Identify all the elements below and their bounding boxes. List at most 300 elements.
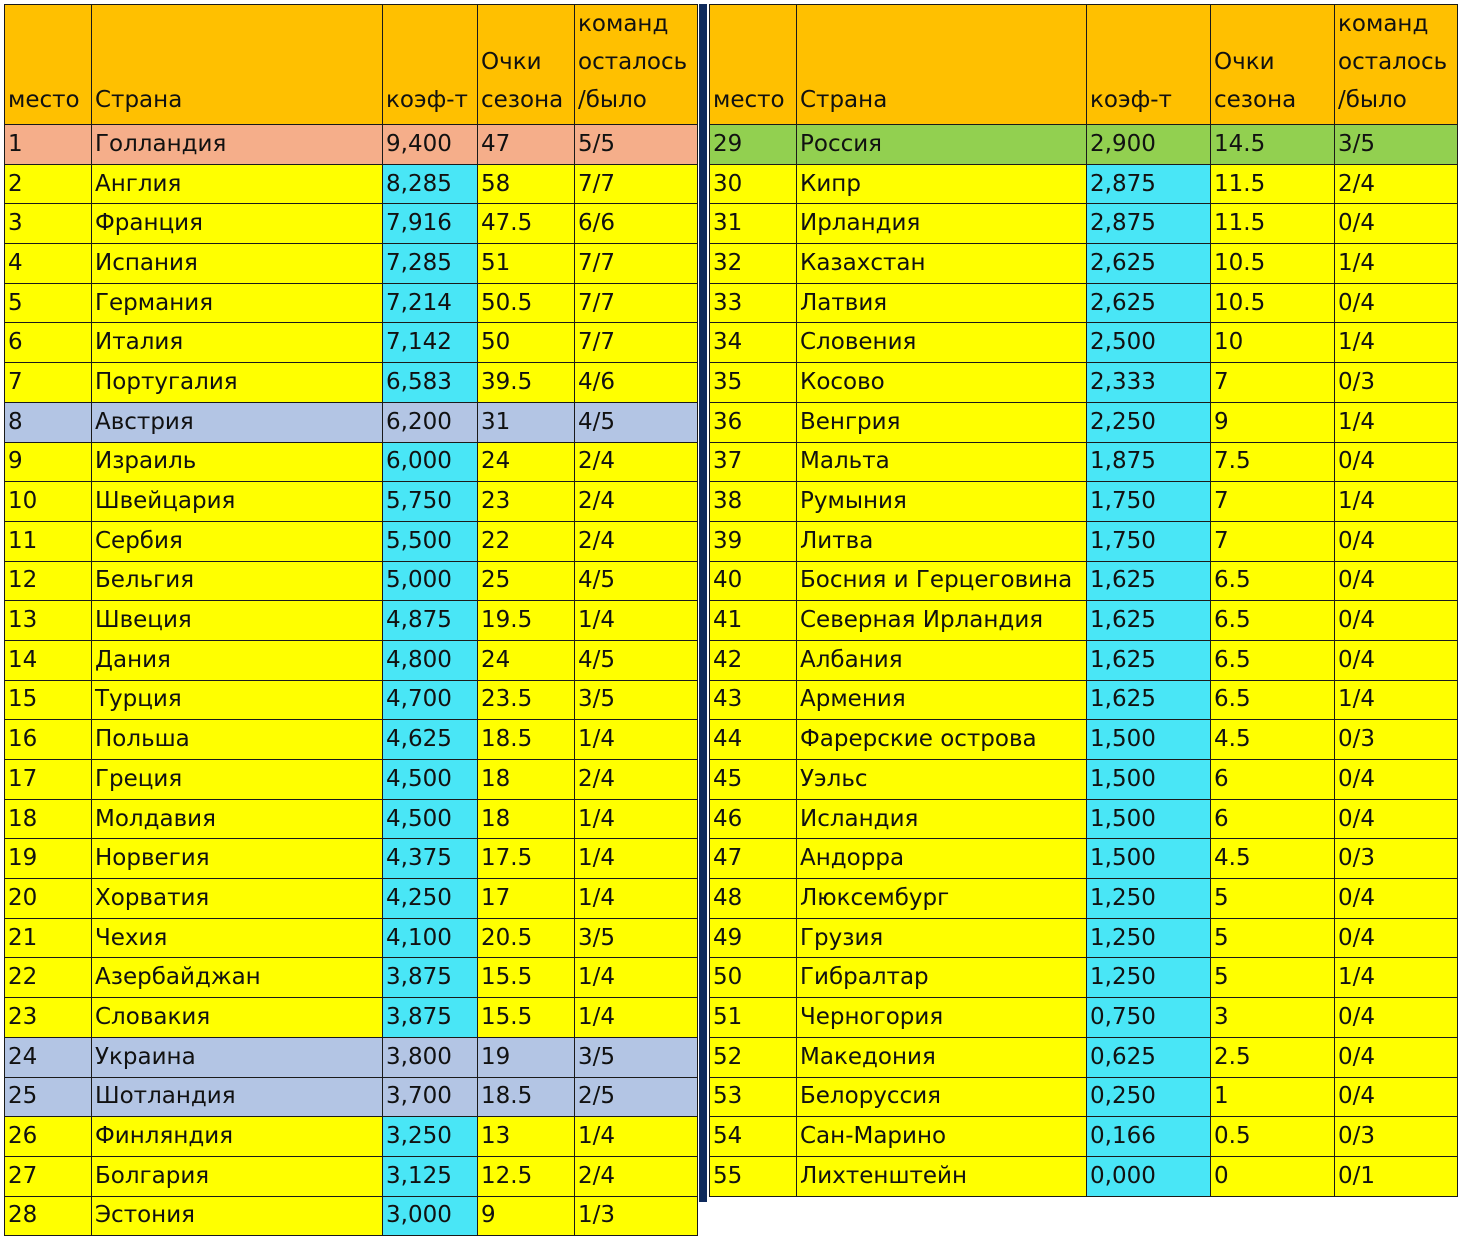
cell-teams: 2/4 (1335, 164, 1458, 204)
cell-points: 31 (478, 402, 575, 442)
cell-teams: 7/7 (575, 244, 698, 284)
cell-place: 3 (5, 204, 92, 244)
cell-country: Дания (92, 640, 383, 680)
header-country: Страна (92, 5, 383, 125)
cell-coef: 2,875 (1087, 204, 1211, 244)
cell-place: 14 (5, 640, 92, 680)
cell-coef: 1,500 (1087, 839, 1211, 879)
cell-teams: 6/6 (575, 204, 698, 244)
cell-country: Литва (797, 521, 1087, 561)
cell-place: 21 (5, 918, 92, 958)
table-row (5, 125, 698, 165)
cell-points: 39.5 (478, 363, 575, 403)
cell-country: Северная Ирландия (797, 601, 1087, 641)
cell-place: 9 (5, 442, 92, 482)
cell-place: 42 (710, 640, 797, 680)
table-row (5, 1037, 698, 1077)
cell-teams: 1/4 (575, 799, 698, 839)
cell-teams: 2/4 (575, 442, 698, 482)
cell-points: 18 (478, 760, 575, 800)
table-row (5, 640, 698, 680)
table-row (710, 1077, 1458, 1117)
cell-place: 16 (5, 720, 92, 760)
cell-points: 18 (478, 799, 575, 839)
cell-country: Грузия (797, 918, 1087, 958)
cell-teams: 0/4 (1335, 442, 1458, 482)
cell-points: 14.5 (1211, 125, 1335, 165)
cell-teams: 0/4 (1335, 918, 1458, 958)
cell-country: Румыния (797, 482, 1087, 522)
cell-country: Испания (92, 244, 383, 284)
cell-teams: 3/5 (575, 680, 698, 720)
cell-place: 6 (5, 323, 92, 363)
cell-points: 20.5 (478, 918, 575, 958)
header-row (710, 5, 1458, 125)
cell-country: Польша (92, 720, 383, 760)
cell-points: 18.5 (478, 1077, 575, 1117)
cell-country: Фарерские острова (797, 720, 1087, 760)
table-row (5, 720, 698, 760)
cell-teams: 7/7 (575, 164, 698, 204)
cell-country: Люксембург (797, 879, 1087, 919)
cell-coef: 4,800 (383, 640, 478, 680)
column-divider (699, 4, 707, 1202)
cell-country: Греция (92, 760, 383, 800)
cell-points: 15.5 (478, 958, 575, 998)
cell-points: 13 (478, 1117, 575, 1157)
cell-teams: 0/4 (1335, 1077, 1458, 1117)
cell-country: Бельгия (92, 561, 383, 601)
cell-points: 2.5 (1211, 1037, 1335, 1077)
cell-coef: 0,250 (1087, 1077, 1211, 1117)
cell-coef: 4,375 (383, 839, 478, 879)
table-row (710, 839, 1458, 879)
cell-place: 20 (5, 879, 92, 919)
cell-points: 5 (1211, 918, 1335, 958)
table-row (5, 601, 698, 641)
cell-coef: 1,625 (1087, 561, 1211, 601)
cell-place: 55 (710, 1156, 797, 1196)
cell-country: Андорра (797, 839, 1087, 879)
table-row (5, 879, 698, 919)
cell-coef: 1,250 (1087, 958, 1211, 998)
cell-place: 7 (5, 363, 92, 403)
cell-country: Македония (797, 1037, 1087, 1077)
table-row (710, 998, 1458, 1038)
cell-coef: 2,900 (1087, 125, 1211, 165)
header-place: место (710, 5, 797, 125)
header-coef: коэф-т (1087, 5, 1211, 125)
cell-points: 10.5 (1211, 244, 1335, 284)
cell-teams: 1/4 (575, 998, 698, 1038)
cell-teams: 2/5 (575, 1077, 698, 1117)
cell-teams: 0/3 (1335, 839, 1458, 879)
cell-teams: 0/4 (1335, 601, 1458, 641)
cell-place: 26 (5, 1117, 92, 1157)
cell-teams: 1/4 (575, 839, 698, 879)
cell-place: 44 (710, 720, 797, 760)
cell-coef: 1,625 (1087, 601, 1211, 641)
table-row (710, 442, 1458, 482)
table-row (710, 323, 1458, 363)
cell-points: 6.5 (1211, 680, 1335, 720)
table-row (710, 918, 1458, 958)
cell-country: Черногория (797, 998, 1087, 1038)
cell-place: 49 (710, 918, 797, 958)
table-row (5, 799, 698, 839)
cell-country: Гибралтар (797, 958, 1087, 998)
table-row (5, 323, 698, 363)
cell-coef: 8,285 (383, 164, 478, 204)
cell-country: Исландия (797, 799, 1087, 839)
cell-teams: 1/4 (575, 601, 698, 641)
cell-place: 1 (5, 125, 92, 165)
cell-country: Босния и Герцеговина (797, 561, 1087, 601)
cell-country: Казахстан (797, 244, 1087, 284)
cell-coef: 2,333 (1087, 363, 1211, 403)
cell-coef: 7,916 (383, 204, 478, 244)
cell-country: Хорватия (92, 879, 383, 919)
cell-place: 38 (710, 482, 797, 522)
cell-country: Лихтенштейн (797, 1156, 1087, 1196)
cell-coef: 3,700 (383, 1077, 478, 1117)
table-row (710, 125, 1458, 165)
cell-place: 39 (710, 521, 797, 561)
cell-country: Кипр (797, 164, 1087, 204)
cell-coef: 6,583 (383, 363, 478, 403)
cell-teams: 1/4 (575, 1117, 698, 1157)
header-teams (1335, 5, 1458, 125)
cell-coef: 4,700 (383, 680, 478, 720)
cell-teams: 3/5 (575, 918, 698, 958)
cell-place: 12 (5, 561, 92, 601)
table-row (710, 482, 1458, 522)
cell-points: 50.5 (478, 283, 575, 323)
cell-place: 18 (5, 799, 92, 839)
cell-country: Молдавия (92, 799, 383, 839)
cell-teams: 2/4 (575, 760, 698, 800)
cell-points: 6 (1211, 799, 1335, 839)
cell-coef: 4,250 (383, 879, 478, 919)
cell-coef: 5,500 (383, 521, 478, 561)
table-row (5, 998, 698, 1038)
cell-country: Германия (92, 283, 383, 323)
cell-coef: 1,500 (1087, 799, 1211, 839)
cell-place: 4 (5, 244, 92, 284)
table-row (710, 561, 1458, 601)
cell-country: Шотландия (92, 1077, 383, 1117)
header-coef: коэф-т (383, 5, 478, 125)
cell-country: Франция (92, 204, 383, 244)
cell-place: 23 (5, 998, 92, 1038)
cell-teams: 0/4 (1335, 1037, 1458, 1077)
cell-place: 52 (710, 1037, 797, 1077)
table-row (710, 204, 1458, 244)
cell-place: 17 (5, 760, 92, 800)
ranking-table-right-body (710, 5, 1458, 1197)
cell-points: 23.5 (478, 680, 575, 720)
cell-coef: 3,000 (383, 1196, 478, 1236)
cell-points: 24 (478, 442, 575, 482)
cell-teams: 0/4 (1335, 760, 1458, 800)
cell-teams: 7/7 (575, 323, 698, 363)
cell-coef: 0,000 (1087, 1156, 1211, 1196)
cell-coef: 0,166 (1087, 1117, 1211, 1157)
cell-teams: 2/4 (575, 1156, 698, 1196)
header-teams (575, 5, 698, 125)
cell-teams: 0/1 (1335, 1156, 1458, 1196)
cell-points: 19 (478, 1037, 575, 1077)
header-teams-text: команд осталось /было (1338, 11, 1448, 113)
table-row (710, 720, 1458, 760)
table-row (710, 799, 1458, 839)
table-row (710, 363, 1458, 403)
cell-points: 47 (478, 125, 575, 165)
table-row (710, 1037, 1458, 1077)
cell-teams: 4/6 (575, 363, 698, 403)
cell-teams: 2/4 (575, 521, 698, 561)
cell-place: 27 (5, 1156, 92, 1196)
cell-country: Швейцария (92, 482, 383, 522)
cell-points: 0 (1211, 1156, 1335, 1196)
cell-teams: 0/4 (1335, 998, 1458, 1038)
ranking-table-left-body (5, 5, 698, 1236)
table-row (710, 402, 1458, 442)
cell-place: 34 (710, 323, 797, 363)
cell-place: 48 (710, 879, 797, 919)
table-row (710, 521, 1458, 561)
cell-teams: 4/5 (575, 561, 698, 601)
cell-coef: 2,625 (1087, 244, 1211, 284)
cell-coef: 1,875 (1087, 442, 1211, 482)
cell-coef: 3,875 (383, 958, 478, 998)
cell-country: Сербия (92, 521, 383, 561)
header-points (1211, 5, 1335, 125)
cell-teams: 1/4 (1335, 680, 1458, 720)
cell-points: 6.5 (1211, 561, 1335, 601)
cell-place: 25 (5, 1077, 92, 1117)
table-row (710, 680, 1458, 720)
cell-place: 53 (710, 1077, 797, 1117)
cell-coef: 6,000 (383, 442, 478, 482)
cell-points: 25 (478, 561, 575, 601)
cell-country: Сан-Марино (797, 1117, 1087, 1157)
cell-coef: 1,625 (1087, 640, 1211, 680)
cell-points: 9 (1211, 402, 1335, 442)
cell-points: 18.5 (478, 720, 575, 760)
table-row (710, 958, 1458, 998)
ranking-table-left (4, 4, 698, 1236)
cell-points: 7 (1211, 482, 1335, 522)
cell-country: Украина (92, 1037, 383, 1077)
header-points-text: Очки сезона (1214, 49, 1297, 113)
header-place: место (5, 5, 92, 125)
cell-coef: 3,250 (383, 1117, 478, 1157)
cell-coef: 1,625 (1087, 680, 1211, 720)
cell-coef: 4,625 (383, 720, 478, 760)
cell-coef: 2,250 (1087, 402, 1211, 442)
cell-points: 22 (478, 521, 575, 561)
cell-country: Словения (797, 323, 1087, 363)
cell-coef: 7,142 (383, 323, 478, 363)
table-row (710, 879, 1458, 919)
cell-country: Латвия (797, 283, 1087, 323)
table-row (5, 958, 698, 998)
table-row (710, 283, 1458, 323)
table-row (710, 244, 1458, 284)
table-row (5, 482, 698, 522)
header-country: Страна (797, 5, 1087, 125)
table-row (5, 1196, 698, 1236)
cell-points: 17.5 (478, 839, 575, 879)
cell-points: 50 (478, 323, 575, 363)
cell-place: 29 (710, 125, 797, 165)
table-row (710, 601, 1458, 641)
cell-place: 47 (710, 839, 797, 879)
cell-points: 5 (1211, 879, 1335, 919)
cell-teams: 0/4 (1335, 799, 1458, 839)
cell-coef: 1,750 (1087, 482, 1211, 522)
cell-points: 11.5 (1211, 204, 1335, 244)
cell-points: 6.5 (1211, 640, 1335, 680)
header-points-text: Очки сезона (481, 49, 564, 113)
cell-coef: 1,250 (1087, 879, 1211, 919)
cell-country: Голландия (92, 125, 383, 165)
cell-country: Болгария (92, 1156, 383, 1196)
cell-place: 32 (710, 244, 797, 284)
cell-coef: 2,500 (1087, 323, 1211, 363)
cell-points: 6 (1211, 760, 1335, 800)
cell-coef: 4,875 (383, 601, 478, 641)
cell-place: 45 (710, 760, 797, 800)
cell-country: Норвегия (92, 839, 383, 879)
cell-country: Израиль (92, 442, 383, 482)
cell-coef: 2,875 (1087, 164, 1211, 204)
cell-place: 54 (710, 1117, 797, 1157)
cell-country: Россия (797, 125, 1087, 165)
cell-coef: 4,100 (383, 918, 478, 958)
cell-coef: 1,500 (1087, 720, 1211, 760)
header-points (478, 5, 575, 125)
cell-coef: 1,750 (1087, 521, 1211, 561)
table-row (5, 363, 698, 403)
cell-teams: 0/4 (1335, 283, 1458, 323)
cell-place: 13 (5, 601, 92, 641)
cell-country: Ирландия (797, 204, 1087, 244)
cell-country: Швеция (92, 601, 383, 641)
cell-place: 33 (710, 283, 797, 323)
cell-teams: 1/4 (1335, 323, 1458, 363)
cell-coef: 3,875 (383, 998, 478, 1038)
cell-country: Словакия (92, 998, 383, 1038)
cell-points: 11.5 (1211, 164, 1335, 204)
cell-points: 1 (1211, 1077, 1335, 1117)
cell-place: 15 (5, 680, 92, 720)
cell-coef: 7,214 (383, 283, 478, 323)
table-row (5, 680, 698, 720)
cell-points: 12.5 (478, 1156, 575, 1196)
cell-teams: 1/3 (575, 1196, 698, 1236)
cell-points: 7 (1211, 521, 1335, 561)
cell-coef: 3,125 (383, 1156, 478, 1196)
cell-place: 5 (5, 283, 92, 323)
cell-country: Косово (797, 363, 1087, 403)
cell-place: 51 (710, 998, 797, 1038)
cell-teams: 1/4 (575, 879, 698, 919)
header-teams-text: команд осталось /было (578, 11, 688, 113)
table-row (710, 760, 1458, 800)
cell-coef: 3,800 (383, 1037, 478, 1077)
cell-place: 30 (710, 164, 797, 204)
cell-place: 8 (5, 402, 92, 442)
cell-points: 51 (478, 244, 575, 284)
cell-teams: 1/4 (1335, 244, 1458, 284)
cell-place: 11 (5, 521, 92, 561)
header-row (5, 5, 698, 125)
table-row (5, 402, 698, 442)
cell-teams: 1/4 (575, 958, 698, 998)
cell-teams: 0/4 (1335, 879, 1458, 919)
cell-teams: 0/4 (1335, 561, 1458, 601)
cell-coef: 0,625 (1087, 1037, 1211, 1077)
cell-points: 6.5 (1211, 601, 1335, 641)
cell-coef: 4,500 (383, 799, 478, 839)
cell-place: 40 (710, 561, 797, 601)
cell-teams: 4/5 (575, 640, 698, 680)
table-row (5, 760, 698, 800)
cell-coef: 5,000 (383, 561, 478, 601)
cell-teams: 0/3 (1335, 363, 1458, 403)
cell-points: 3 (1211, 998, 1335, 1038)
cell-points: 5 (1211, 958, 1335, 998)
table-row (5, 283, 698, 323)
table-row (5, 1117, 698, 1157)
cell-teams: 5/5 (575, 125, 698, 165)
cell-coef: 4,500 (383, 760, 478, 800)
cell-points: 7.5 (1211, 442, 1335, 482)
cell-teams: 3/5 (1335, 125, 1458, 165)
cell-points: 15.5 (478, 998, 575, 1038)
table-row (5, 204, 698, 244)
cell-country: Португалия (92, 363, 383, 403)
cell-teams: 1/4 (1335, 402, 1458, 442)
table-row (710, 1156, 1458, 1196)
cell-points: 23 (478, 482, 575, 522)
cell-teams: 0/4 (1335, 204, 1458, 244)
cell-teams: 3/5 (575, 1037, 698, 1077)
cell-teams: 1/4 (575, 720, 698, 760)
cell-coef: 6,200 (383, 402, 478, 442)
ranking-table-right (709, 4, 1458, 1197)
cell-points: 4.5 (1211, 720, 1335, 760)
cell-country: Чехия (92, 918, 383, 958)
cell-teams: 0/4 (1335, 521, 1458, 561)
cell-teams: 7/7 (575, 283, 698, 323)
cell-place: 41 (710, 601, 797, 641)
cell-coef: 7,285 (383, 244, 478, 284)
cell-place: 35 (710, 363, 797, 403)
table-row (5, 561, 698, 601)
cell-country: Армения (797, 680, 1087, 720)
cell-country: Эстония (92, 1196, 383, 1236)
cell-country: Италия (92, 323, 383, 363)
cell-country: Мальта (797, 442, 1087, 482)
cell-teams: 1/4 (1335, 958, 1458, 998)
cell-coef: 2,625 (1087, 283, 1211, 323)
cell-place: 43 (710, 680, 797, 720)
cell-points: 4.5 (1211, 839, 1335, 879)
cell-teams: 4/5 (575, 402, 698, 442)
